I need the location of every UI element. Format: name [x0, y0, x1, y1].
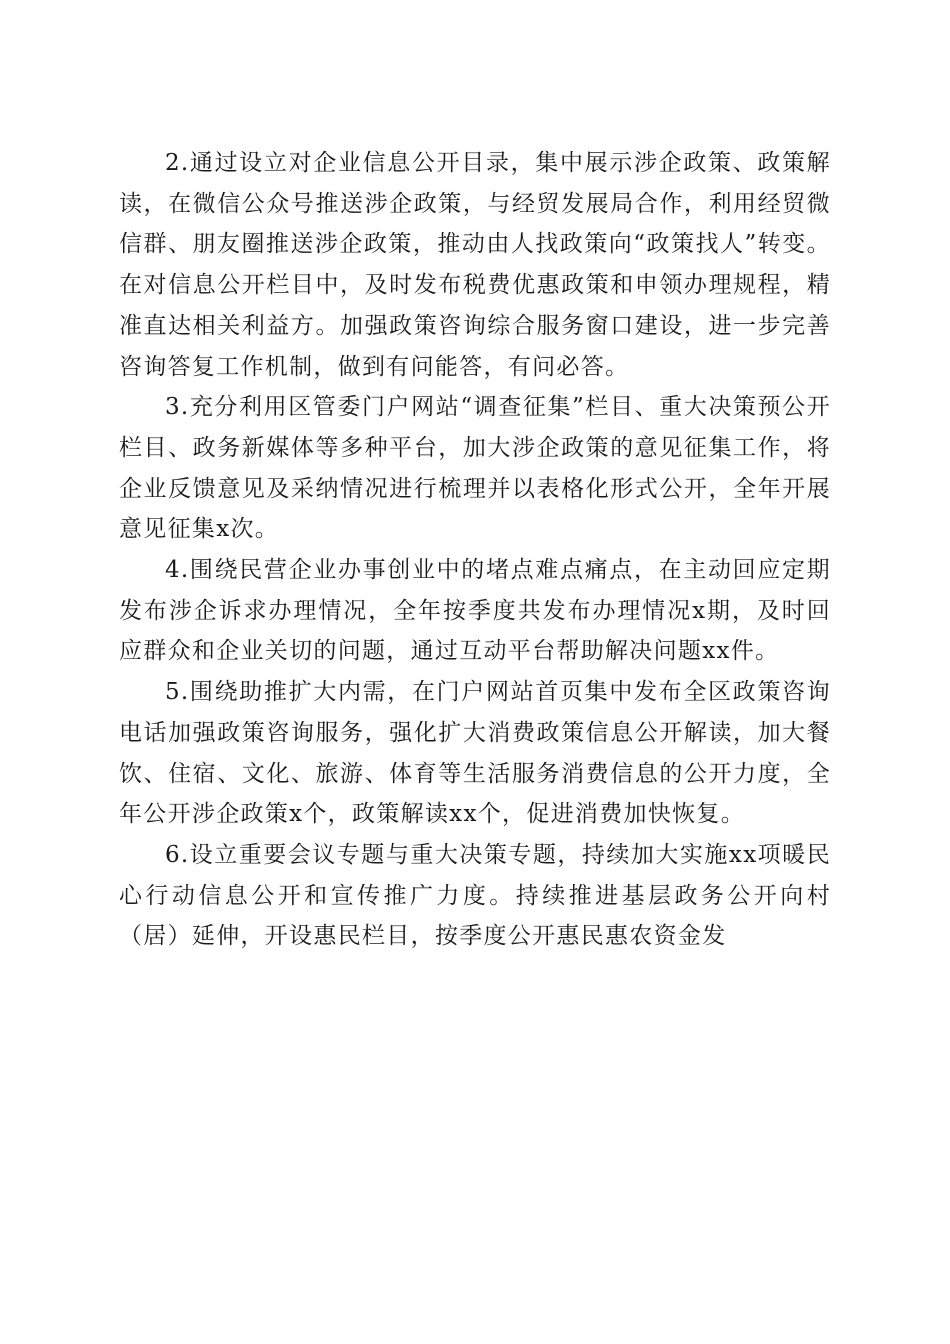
paragraph-2: 2.通过设立对企业信息公开目录，集中展示涉企政策、政策解读，在微信公众号推送涉企政策，与经贸发展局合作，利用经贸微信群、朋友圈推送涉企政策，推动由人找政策向“政策找人”转变。在对信息公开栏目中，及时发布税费优惠政策和申领办理规程，精准直达相关利益方。加强政策咨询综合服务窗口建设，进一步完善咨询答复工作机制，做到有问能答，有问必答。	[119, 150, 831, 380]
paragraph-5: 5.围绕助推扩大内需，在门户网站首页集中发布全区政策咨询电话加强政策咨询服务，强化扩大消费政策信息公开解读，加大餐饮、住宿、文化、旅游、体育等生活服务消费信息的公开力度，全年公开涉企政策x个，政策解读xx个，促进消费加快恢复。	[119, 679, 831, 828]
paragraph-3: 3.充分利用区管委门户网站“调查征集”栏目、重大决策预公开栏目、政务新媒体等多种平台，加大涉企政策的意见征集工作，将企业反馈意见及采纳情况进行梳理并以表格化形式公开，全年开展意见征集x次。	[119, 394, 831, 543]
paragraph-6: 6.设立重要会议专题与重大决策专题，持续加大实施xx项暖民心行动信息公开和宣传推广力度。持续推进基层政务公开向村（居）延伸，开设惠民栏目，按季度公开惠民惠农资金发	[119, 841, 831, 950]
document-body	[119, 143, 831, 957]
paragraph-4: 4.围绕民营企业办事创业中的堵点难点痛点，在主动回应定期发布涉企诉求办理情况，全年按季度共发布办理情况x期，及时回应群众和企业关切的问题，通过互动平台帮助解决问题xx件。	[119, 557, 831, 665]
